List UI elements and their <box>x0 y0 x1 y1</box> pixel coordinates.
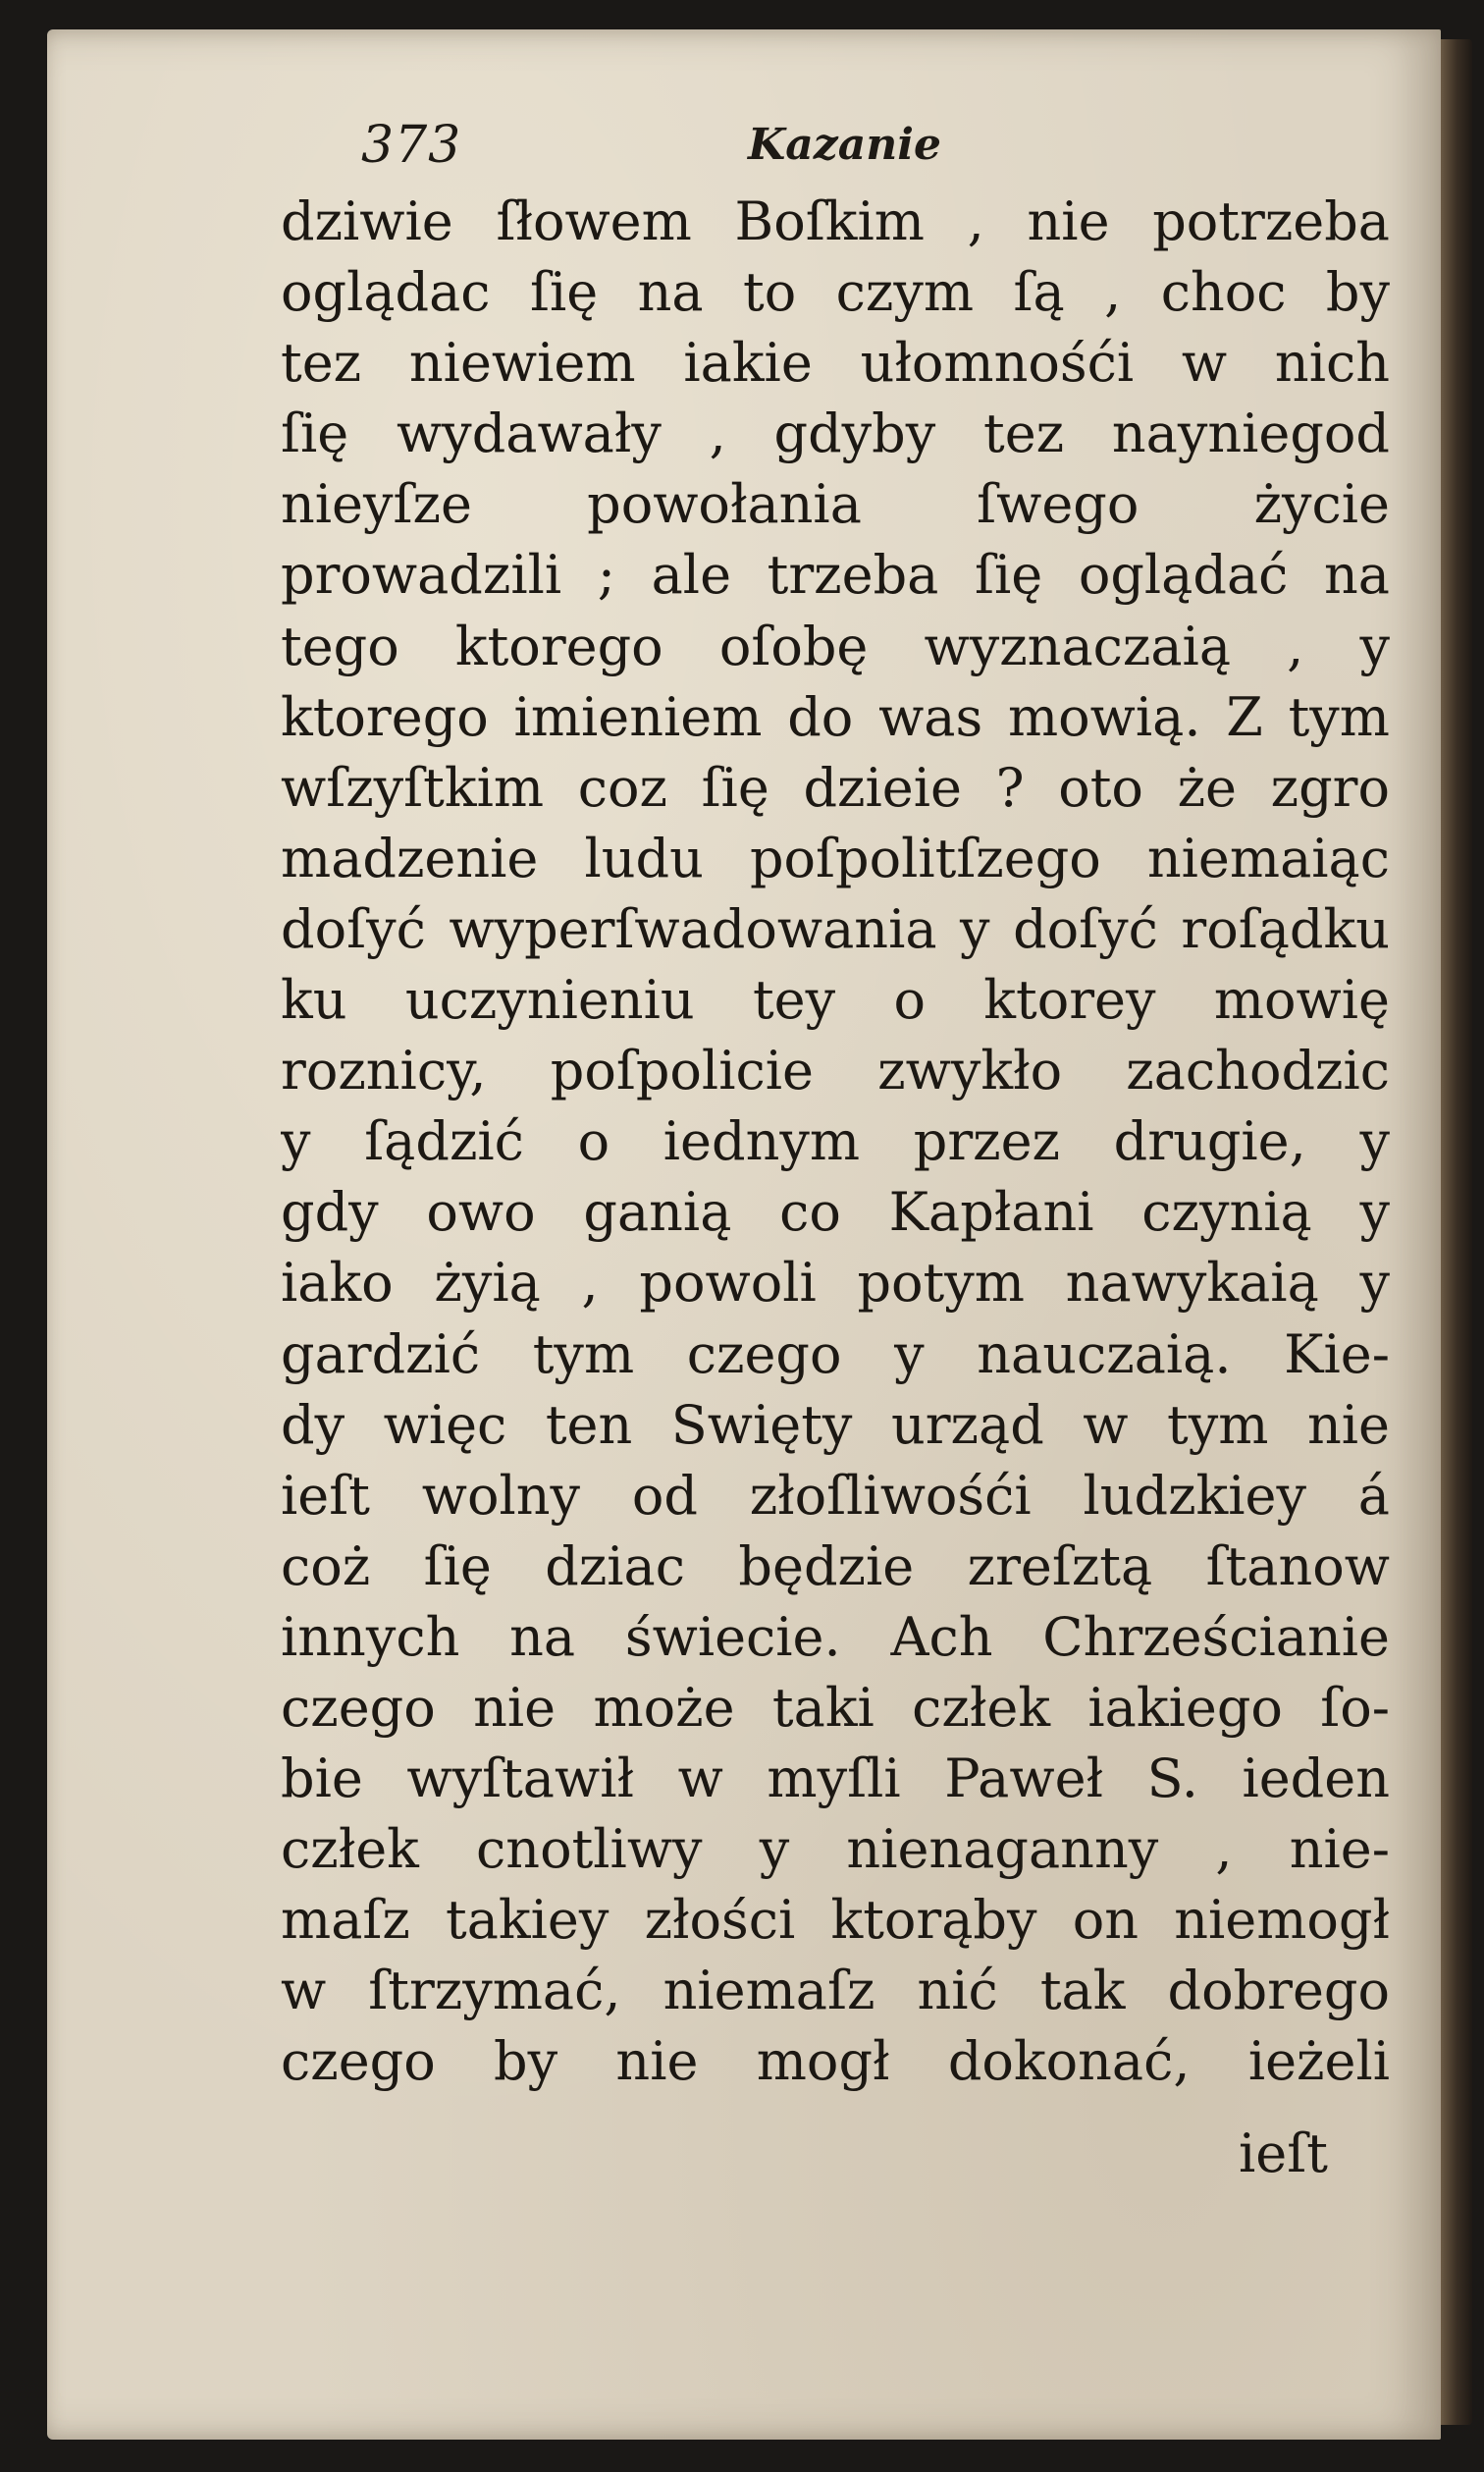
text-line: gdy owo ganią co Kapłani czynią y <box>281 1181 1390 1244</box>
page-number: 373 <box>361 116 462 175</box>
text-line: gardzić tym czego y nauczaią. Kie- <box>281 1322 1390 1385</box>
text-line: w ſtrzymać, niemaſz nić tak dobrego <box>281 1960 1390 2022</box>
text-line: roznicy, poſpolicie zwykło zachodzic <box>281 1040 1390 1102</box>
text-line: czego nie może taki człek iakiego ſo- <box>281 1676 1390 1739</box>
running-title: Kazanie <box>748 120 941 170</box>
text-line: ſię wydawały , gdyby tez nayniegod <box>281 403 1390 465</box>
text-line: oglądac ſię na to czym ſą , choc by <box>281 261 1390 324</box>
text-line: ieſt wolny od złoſliwośći ludzkiey á <box>281 1464 1390 1527</box>
text-line: y ſądzić o iednym przez drugie, y <box>281 1110 1390 1173</box>
text-line: człek cnotliwy y nienaganny , nie- <box>281 1818 1390 1881</box>
catchword: ieſt <box>1239 2123 1328 2184</box>
text-line: dy więc ten Swięty urząd w tym nie <box>281 1393 1390 1456</box>
page-header <box>310 116 1193 194</box>
text-line: coż ſię dziac będzie zreſztą ſtanow <box>281 1534 1390 1597</box>
body-text <box>281 187 1390 2098</box>
text-line: ku uczynieniu tey o ktorey mowię <box>281 969 1390 1032</box>
text-line: tego ktorego oſobę wyznaczaią , y <box>281 615 1390 677</box>
text-line: nieyſze powołania ſwego życie <box>281 473 1390 536</box>
book-edge <box>1441 39 1472 2425</box>
text-line: czego by nie mogł dokonać, ieżeli <box>281 2030 1390 2093</box>
text-line: wſzyſtkim coz ſię dzieie ? oto że zgro <box>281 756 1390 819</box>
text-line: maſz takiey złości ktorąby on niemogł <box>281 1889 1390 1952</box>
text-line: ktorego imieniem do was mowią. Z tym <box>281 685 1390 748</box>
text-line: innych na świecie. Ach Chrześcianie <box>281 1605 1390 1668</box>
text-line: bie wyſtawił w myſli Paweł S. ieden <box>281 1747 1390 1810</box>
text-line: doſyć wyperſwadowania y doſyć roſądku <box>281 897 1390 960</box>
text-line: madzenie ludu poſpolitſzego niemaiąc <box>281 827 1390 889</box>
text-line: iako żyią , powoli potym nawykaią y <box>281 1252 1390 1315</box>
text-line: prowadzili ; ale trzeba ſię oglądać na <box>281 544 1390 607</box>
text-line: tez niewiem iakie ułomnośći w nich <box>281 332 1390 395</box>
text-line: dziwie ſłowem Boſkim , nie potrzeba <box>281 190 1390 252</box>
